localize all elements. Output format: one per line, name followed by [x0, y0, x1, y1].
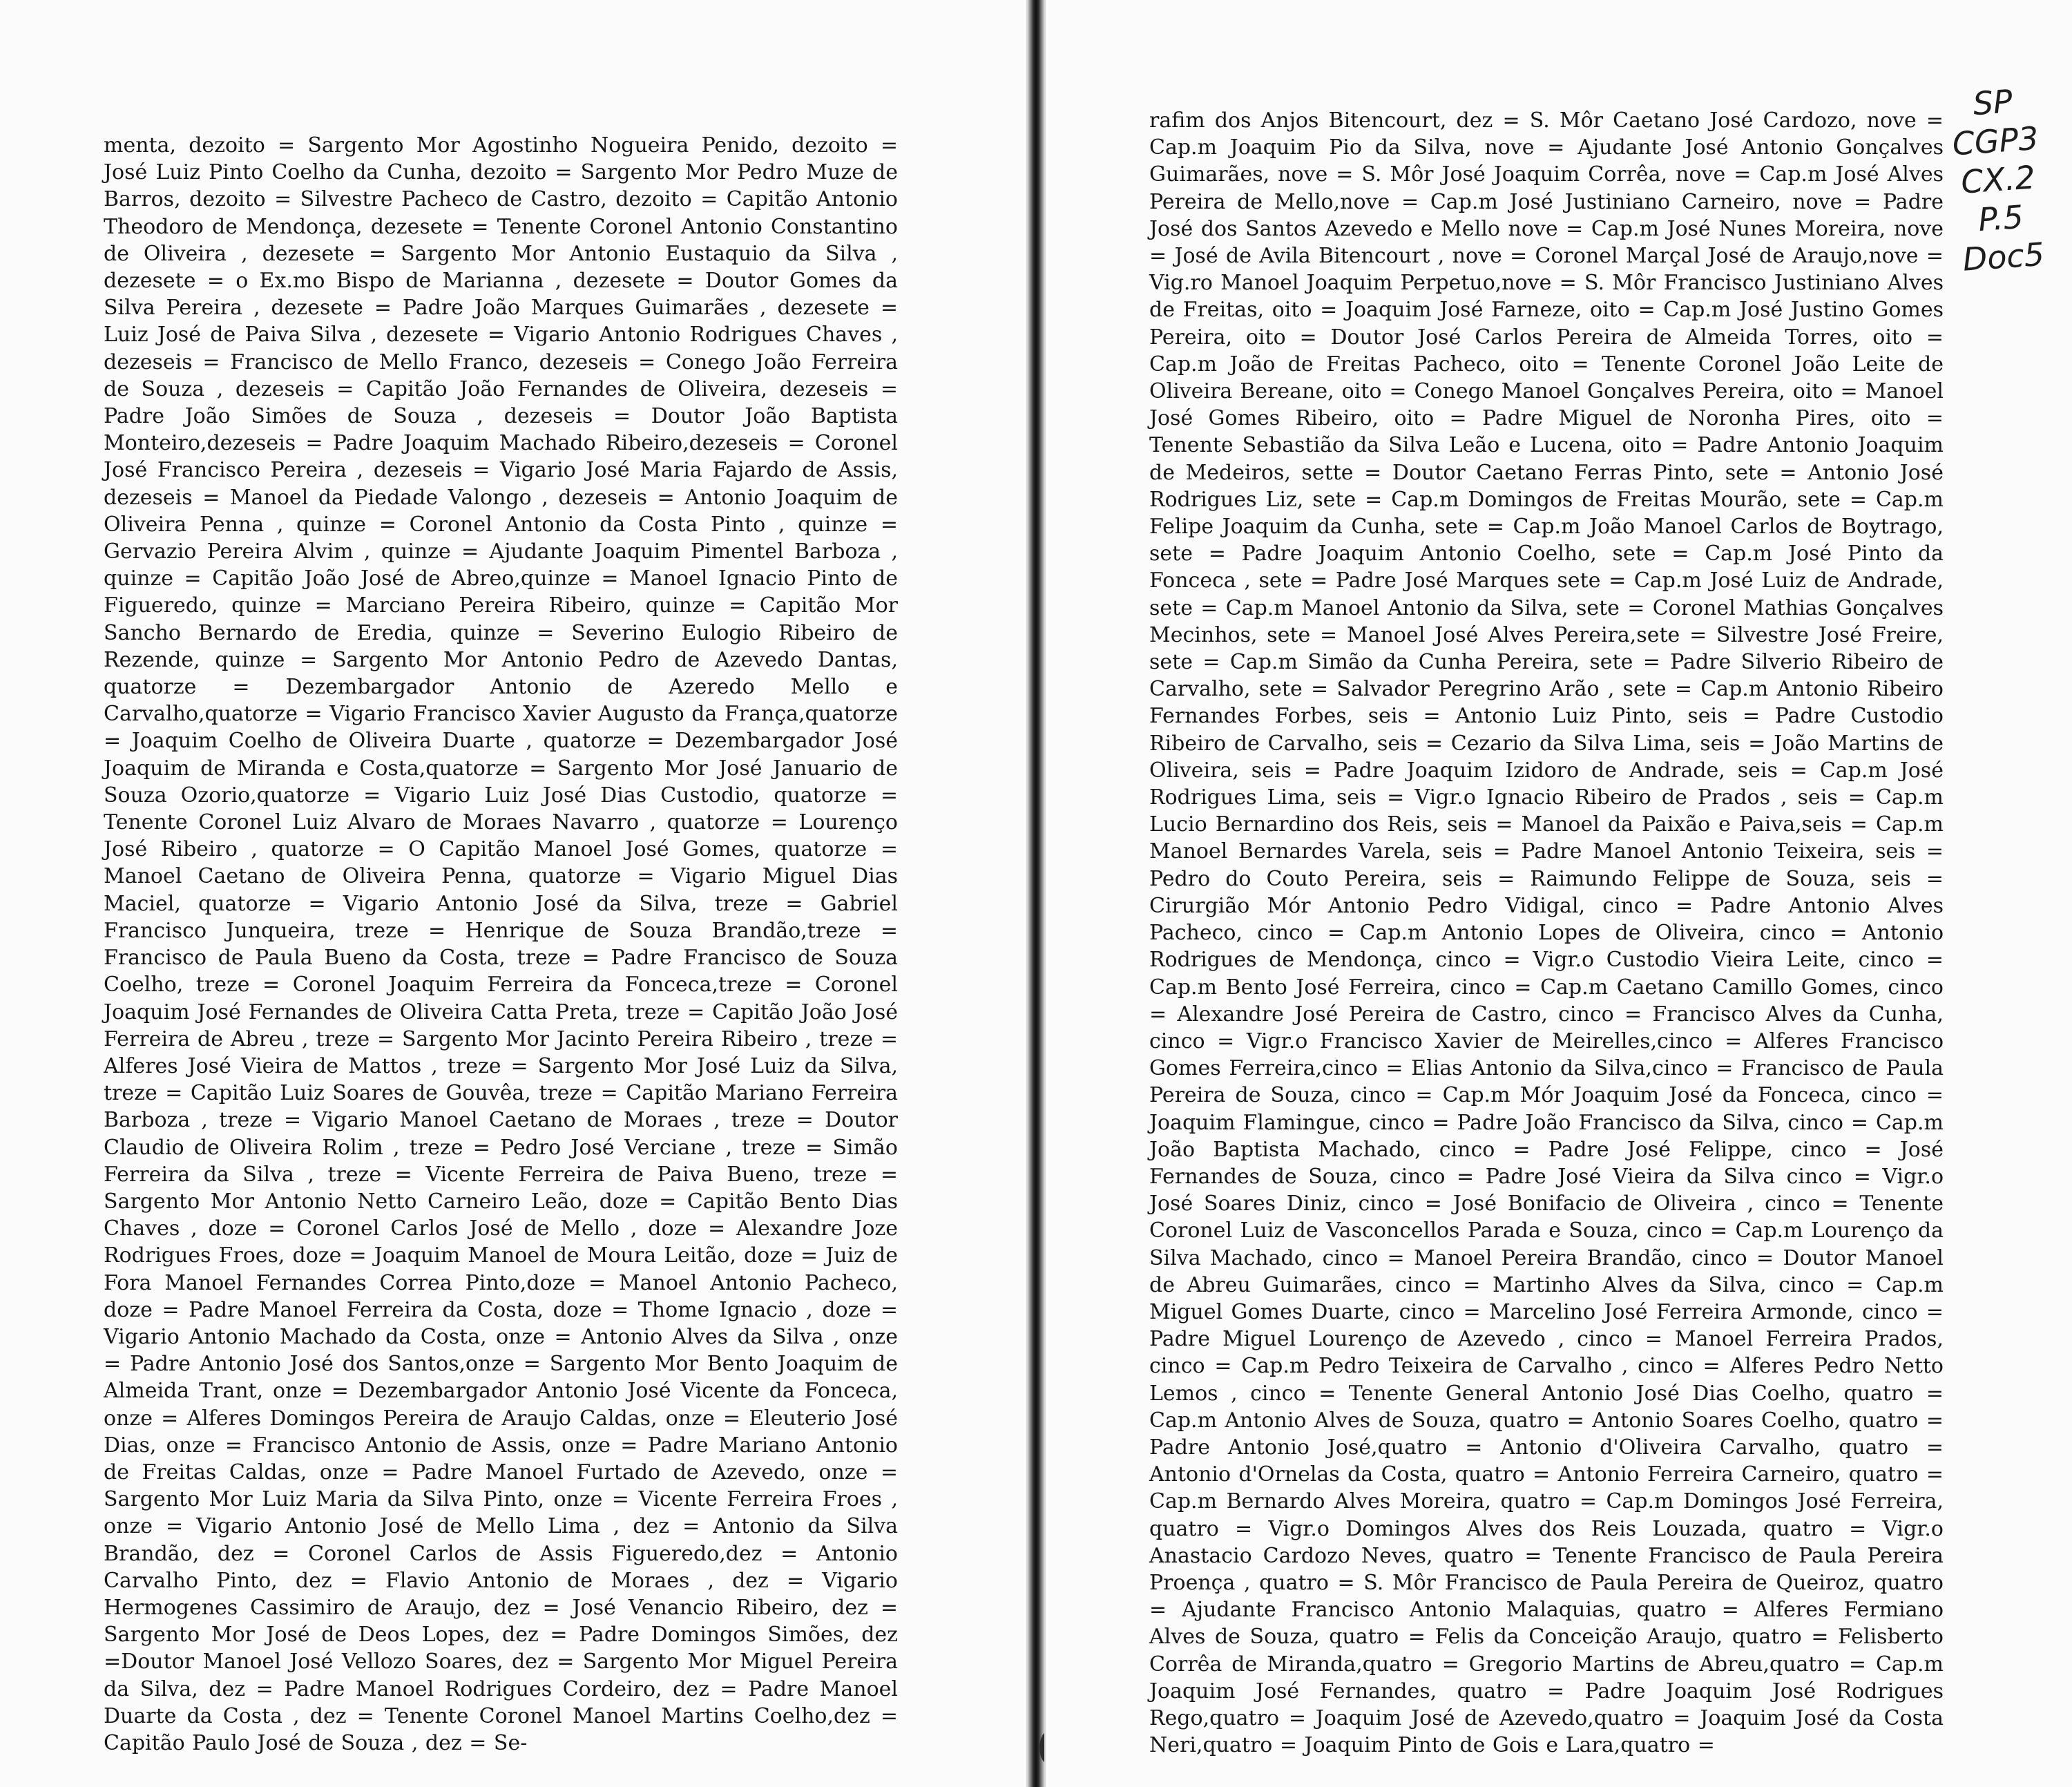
right-page-text: rafim dos Anjos Bitencourt, dez = S. Môr Caetano José Cardozo, nove = Cap.m Joaquim Pio da Silva, nove = Ajudante José Antonio Gonçalves Guimarães, nove = S. Môr José Joaquim Corrêa, nove = Cap.m José Alves Pereira de Mello,nove = Cap.m José Justiniano Carneiro, nove = Padre José dos Santos Azevedo e Mello nove = Cap.m José Nunes Moreira, nove = José de Avila Bitencourt , nove = Coronel Marçal José de Araujo,nove = Vig.ro Manoel Joaquim Perpetuo,nove = S. Môr Francisco Justiniano Alves de Freitas, oito = Joaquim José Farneze, oito = Cap.m José Justino Gomes Pereira, oito = Doutor José Carlos Pereira de Almeida Torres, oito = Cap.m João de Freitas Pacheco, oito = Tenente Coronel João Leite de Oliveira Bereane, oito = Conego Manoel Gonçalves Pereira, oito = Manoel José Gomes Ribeiro, oito = Padre Miguel de Noronha Pires, oito = Tenente Sebastião da Silva Leão e Lucena, oito = Padre Antonio Joaquim de Medeiros, sette = Doutor Caetano Ferras Pinto, sete = Antonio José Rodrigues Liz, sete = Cap.m Domingos de Freitas Mourão, sete = Cap.m Felipe Joaquim da Cunha, sete = Cap.m João Manoel Carlos de Boytrago, sete = Padre Joaquim Antonio Coelho, sete = Cap.m José Pinto da Fonceca , sete = Padre José Marques sete = Cap.m José Luiz de Andrade, sete = Cap.m Manoel Antonio da Silva, sete = Coronel Mathias Gonçalves Mecinhos, sete = Manoel José Alves Pereira,sete = Silvestre José Freire, sete = Cap.m Simão da Cunha Pereira, sete = Padre Silverio Ribeiro de Carvalho, sete = Salvador Peregrino Arão , sete = Cap.m Antonio Ribeiro Fernandes Forbes, seis = Antonio Luiz Pinto, seis = Padre Custodio Ribeiro de Carvalho, seis = Cezario da Silva Lima, seis = João Martins de Oliveira, seis = Padre Joaquim Izidoro de Andrade, seis = Cap.m José Rodrigues Lima, seis = Vigr.o Ignacio Ribeiro de Prados , seis = Cap.m Lucio Bernardino dos Reis, seis = Manoel da Paixão e Paiva,seis = Cap.m Manoel Bernardes Varela, seis = Padre Manoel Antonio Teixeira, seis = Pedro do Couto Pereira, seis = Raimundo Felippe de Souza, seis = Cirurgião Mór Antonio Pedro Vidigal, cinco = Padre Antonio Alves Pacheco, cinco = Cap.m Antonio Lopes de Oliveira, cinco = Antonio Rodrigues de Mendonça, cinco = Vigr.o Custodio Vieira Leite, cinco = Cap.m Bento José Ferreira, cinco = Cap.m Caetano Camillo Gomes, cinco = Alexandre José Pereira de Castro, cinco = Francisco Alves da Cunha, cinco = Vigr.o Francisco Xavier de Meirelles,cinco = Alferes Francisco Gomes Ferreira,cinco = Elias Antonio da Silva,cinco = Francisco de Paula Pereira de Souza, cinco = Cap.m Mór Joaquim José da Fonceca, cinco = Joaquim Flamingue, cinco = Padre João Francisco da Silva, cinco = Cap.m João Baptista Machado, cinco = Padre José Felippe, cinco = José Fernandes de Souza, cinco = Padre José Vieira da Silva cinco = Vigr.o José Soares Diniz, cinco = José Bonifacio de Oliveira , cinco = Tenente Coronel Luiz de Vasconcellos Parada e Souza, cinco = Cap.m Lourenço da Silva Machado, cinco = Manoel Pereira Brandão, cinco = Doutor Manoel de Abreu Guimarães, cinco = Martinho Alves da Silva, cinco = Cap.m Miguel Gomes Duarte, cinco = Marcelino José Ferreira Armonde, cinco = Padre Miguel Lourenço de Azevedo , cinco = Manoel Ferreira Prados, cinco = Cap.m Pedro Teixeira de Carvalho , cinco = Alferes Pedro Netto Lemos , cinco = Tenente General Antonio José Dias Coelho, quatro = Cap.m Antonio Alves de Souza, quatro = Antonio Soares Coelho, quatro = Padre Antonio José,quatro = Antonio d'Oliveira Carvalho, quatro = Antonio d'Ornelas da Costa, quatro = Antonio Ferreira Carneiro, quatro = Cap.m Bernardo Alves Moreira, quatro = Cap.m Domingos José Ferreira, quatro = Vigr.o Domingos Alves dos Reis Louzada, quatro = Vigr.o Anastacio Cardozo Neves, quatro = Tenente Francisco de Paula Pereira Proença , quatro = S. Môr Francisco de Paula Pereira de Queiroz, quatro = Ajudante Francisco Antonio Malaquias, quatro = Alferes Fermiano Alves de Souza, quatro = Felis da Conceição Araujo, quatro = Felisberto Corrêa de Miranda,quatro = Gregorio Martins de Abreu,quatro = Cap.m Joaquim José Fernandes, quatro = Padre Joaquim José Rodrigues Rego,quatro = Joaquim José de Azevedo,quatro = Joaquim José da Costa Neri,quatro = Joaquim Pinto de Gois e Lara,quatro =: [1149, 108, 1944, 1758]
archive-mark-line-5: Doc5: [1961, 235, 2046, 278]
archive-mark-line-1: SP: [1971, 82, 2014, 123]
left-page-text: menta, dezoito = Sargento Mor Agostinho Nogueira Penido, dezoito = José Luiz Pinto Coelho da Cunha, dezoito = Sargento Mor Pedro Muze de Barros, dezoito = Silvestre Pacheco de Castro, dezoito = Capitão Antonio Theodoro de Mendonça, dezesete = Tenente Coronel Antonio Constantino de Oliveira , dezesete = Sargento Mor Antonio Eustaquio da Silva , dezesete = o Ex.mo Bispo de Marianna , dezesete = Doutor Gomes da Silva Pereira , dezesete = Padre João Marques Guimarães , dezesete = Luiz José de Paiva Silva , dezesete = Vigario Antonio Rodrigues Chaves , dezeseis = Francisco de Mello Franco, dezeseis = Conego João Ferreira de Souza , dezeseis = Capitão João Fernandes de Oliveira, dezeseis = Padre João Simões de Souza , dezeseis = Doutor João Baptista Monteiro,dezeseis = Padre Joaquim Machado Ribeiro,dezeseis = Coronel José Francisco Pereira , dezeseis = Vigario José Maria Fajardo de Assis, dezeseis = Manoel da Piedade Valongo , dezeseis = Antonio Joaquim de Oliveira Penna , quinze = Coronel Antonio da Costa Pinto , quinze = Gervazio Pereira Alvim , quinze = Ajudante Joaquim Pimentel Barboza , quinze = Capitão João José de Abreo,quinze = Manoel Ignacio Pinto de Figueredo, quinze = Marciano Pereira Ribeiro, quinze = Capitão Mor Sancho Bernardo de Eredia, quinze = Severino Eulogio Ribeiro de Rezende, quinze = Sargento Mor Antonio Pedro de Azevedo Dantas, quatorze = Dezembargador Antonio de Azeredo Mello e Carvalho,quatorze = Vigario Francisco Xavier Augusto da França,quatorze = Joaquim Coelho de Oliveira Duarte , quatorze = Dezembargador José Joaquim de Miranda e Costa,quatorze = Sargento Mor José Januario de Souza Ozorio,quatorze = Vigario Luiz José Dias Custodio, quatorze = Tenente Coronel Luiz Alvaro de Moraes Navarro , quatorze = Lourenço José Ribeiro , quatorze = O Capitão Manoel José Gomes, quatorze = Manoel Caetano de Oliveira Penna, quatorze = Vigario Miguel Dias Maciel, quatorze = Vigario Antonio José da Silva, treze = Gabriel Francisco Junqueira, treze = Henrique de Souza Brandão,treze = Francisco de Paula Bueno da Costa, treze = Padre Francisco de Souza Coelho, treze = Coronel Joaquim Ferreira da Fonceca,treze = Coronel Joaquim José Fernandes de Oliveira Catta Preta, treze = Capitão João José Ferreira de Abreu , treze = Sargento Mor Jacinto Pereira Ribeiro , treze = Alferes José Vieira de Mattos , treze = Sargento Mor José Luiz da Silva, treze = Capitão Luiz Soares de Gouvêa, treze = Capitão Mariano Ferreira Barboza , treze = Vigario Manoel Caetano de Moraes , treze = Doutor Claudio de Oliveira Rolim , treze = Pedro José Verciane , treze = Simão Ferreira da Silva , treze = Vicente Ferreira de Paiva Bueno, treze = Sargento Mor Antonio Netto Carneiro Leão, doze = Capitão Bento Dias Chaves , doze = Coronel Carlos José de Mello , doze = Alexandre Joze Rodrigues Froes, doze = Joaquim Manoel de Moura Leitão, doze = Juiz de Fora Manoel Fernandes Correa Pinto,doze = Manoel Antonio Pacheco, doze = Padre Manoel Ferreira da Costa, doze = Thome Ignacio , doze = Vigario Antonio Machado da Costa, onze = Antonio Alves da Silva , onze = Padre Antonio José dos Santos,onze = Sargento Mor Bento Joaquim de Almeida Trant, onze = Dezembargador Antonio José Vicente da Fonceca, onze = Alferes Domingos Pereira de Araujo Caldas, onze = Eleuterio José Dias, onze = Francisco Antonio de Assis, onze = Padre Mariano Antonio de Freitas Caldas, onze = Padre Manoel Furtado de Azevedo, onze = Sargento Mor Luiz Maria da Silva Pinto, onze = Vicente Ferreira Froes , onze = Vigario Antonio José de Mello Lima , dez = Antonio da Silva Brandão, dez = Coronel Carlos de Assis Figueredo,dez = Antonio Carvalho Pinto, dez = Flavio Antonio de Moraes , dez = Vigario Hermogenes Cassimiro de Araujo, dez = José Venancio Ribeiro, dez = Sargento Mor José de Deos Lopes, dez = Padre Domingos Simões, dez =Doutor Manoel José Vellozo Soares, dez = Sargento Mor Miguel Pereira da Silva, dez = Padre Manoel Rodrigues Cordeiro, dez = Padre Manoel Duarte da Costa , dez = Tenente Coronel Manoel Martins Coelho,dez = Capitão Paulo José de Souza , dez = Se-: [104, 133, 898, 1755]
right-page: [1044, 0, 2072, 1787]
left-page: [0, 0, 1028, 1787]
archive-mark-line-4: P.5: [1977, 198, 2025, 239]
archive-mark-line-3: CX.2: [1959, 158, 2037, 201]
archive-reference-mark: [1939, 79, 2056, 280]
book-gutter: [1028, 0, 1044, 1787]
archive-mark-line-2: CGP3: [1950, 119, 2040, 163]
